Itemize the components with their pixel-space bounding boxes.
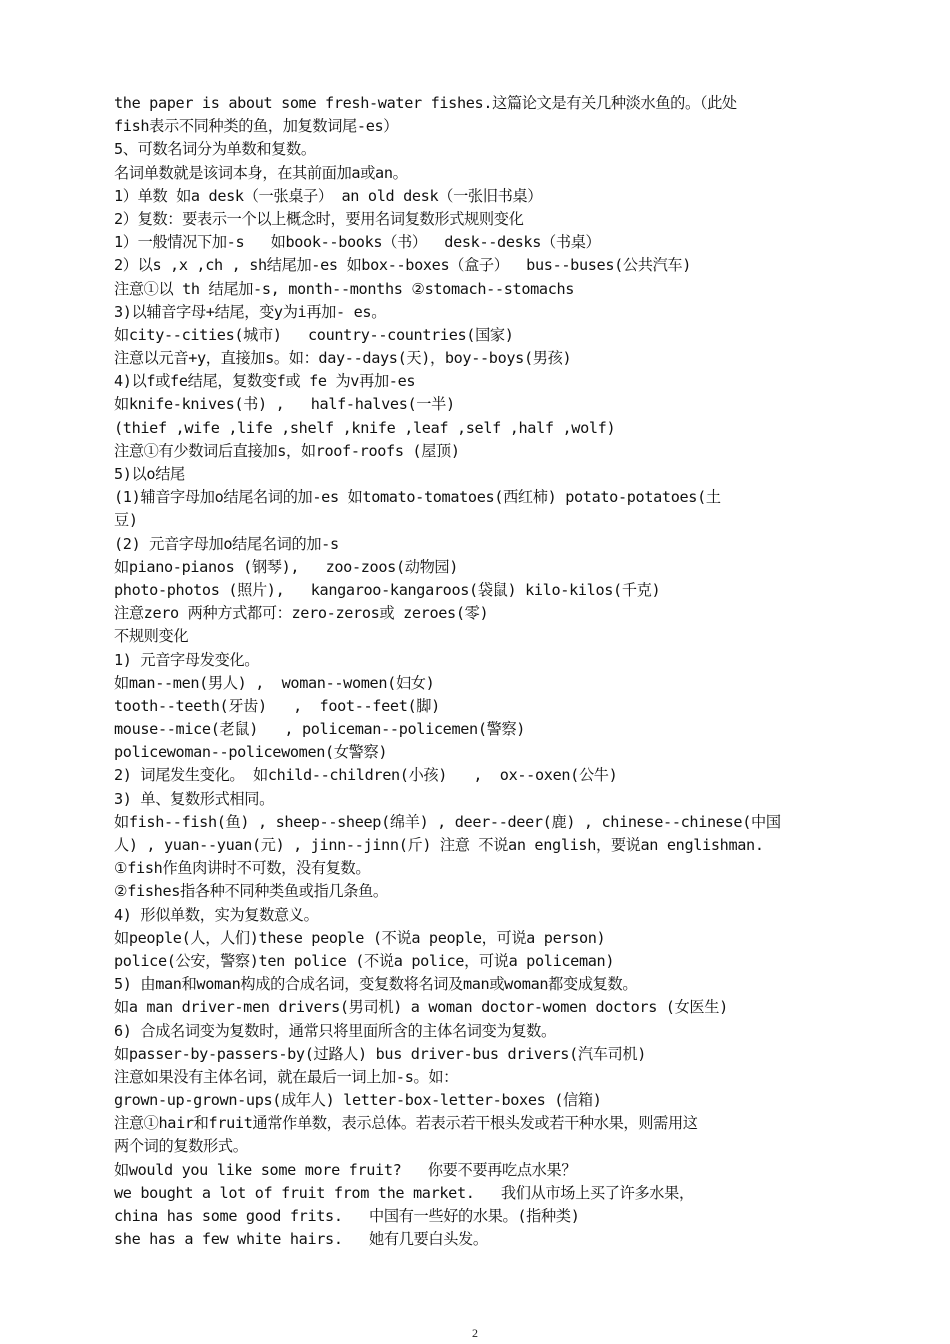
text-line: 如city--cities(城市) country--countries(国家): [114, 325, 514, 344]
text-line: 注意zero 两种方式都可：zero-zeros或 zeroes(零): [114, 604, 489, 623]
text-line: 注意①hair和fruit通常作单数，表示总体。若表示若干根头发或若干种水果，则需用这: [114, 1114, 698, 1133]
text-line: 注意①有少数词后直接加s，如roof-roofs (屋顶): [114, 441, 460, 460]
text-line: 不规则变化: [114, 627, 189, 646]
text-line: mouse--mice(老鼠) , policeman--policemen(警察): [114, 720, 526, 739]
text-line: ②fishes指各种不同种类鱼或指几条鱼。: [114, 882, 388, 901]
text-line: 2）以s ,x ,ch , sh结尾加-es 如box--boxes（盒子） bus--buses(公共汽车): [114, 256, 692, 275]
text-line: 5)以o结尾: [114, 465, 185, 483]
text-line: (thief ,wife ,life ,shelf ,knife ,leaf ,self ,half ,wolf): [114, 418, 616, 437]
text-line: 注意①以 th 结尾加-s, month--months ②stomach--stomachs: [114, 279, 575, 298]
text-line: china has some good frits. 中国有一些好的水果。(指种类): [114, 1207, 580, 1225]
text-line: 豆): [114, 511, 138, 530]
document-body: [114, 92, 866, 1251]
text-line: 如man--men(男人) , woman--women(妇女): [114, 673, 435, 692]
text-line: 2）复数：要表示一个以上概念时，要用名词复数形式规则变化: [114, 209, 524, 228]
text-line: 3)以辅音字母+结尾，变y为i再加- es。: [114, 302, 387, 321]
text-line: 2) 词尾发生变化。 如child--children(小孩) , ox--oxen(公牛): [114, 766, 618, 785]
text-line: tooth--teeth(牙齿) , foot--feet(脚): [114, 696, 440, 715]
text-line: (2) 元音字母加o结尾名词的加-s: [114, 534, 339, 553]
text-line: grown-up-grown-ups(成年人) letter-box-letter-boxes (信箱): [114, 1091, 602, 1110]
text-line: policewoman--policewomen(女警察): [114, 743, 388, 762]
text-line: 人) , yuan--yuan(元) , jinn--jinn(斤) 注意 不说an english，要说an englishman.: [114, 836, 764, 854]
text-line: 如a man driver-men drivers(男司机) a woman doctor-women doctors (女医生): [114, 998, 728, 1017]
text-line: 3) 单、复数形式相同。: [114, 789, 274, 808]
text-line: 6) 合成名词变为复数时，通常只将里面所含的主体名词变为复数。: [114, 1021, 556, 1040]
text-line: 5、可数名词分为单数和复数。: [114, 140, 316, 159]
text-line: 4) 形似单数，实为复数意义。: [114, 905, 319, 924]
text-line: 如knife-knives(书) , half-halves(一半): [114, 395, 455, 414]
text-line: 5) 由man和woman构成的合成名词，变复数将名词及man或woman都变成复数。: [114, 975, 638, 994]
text-line: 注意以元音+y，直接加s。如：day--days(天)，boy--boys(男孩): [114, 349, 572, 368]
text-line: 两个词的复数形式。: [114, 1137, 248, 1156]
text-line: ①fish作鱼肉讲时不可数，没有复数。: [114, 859, 371, 878]
text-line: 1）一般情况下加-s 如book--books（书） desk--desks（书桌）: [114, 233, 601, 252]
text-line: 1）单数 如a desk（一张桌子） an old desk（一张旧书桌）: [114, 186, 543, 205]
text-line: (1)辅音字母加o结尾名词的加-es 如tomato-tomatoes(西红柿) potato-potatoes(土: [114, 488, 721, 507]
text-line: 1) 元音字母发变化。: [114, 650, 260, 669]
page-number: 2: [472, 1326, 478, 1340]
text-line: she has a few white hairs. 她有几要白头发。: [114, 1230, 488, 1249]
text-line: 4)以f或fe结尾，复数变f或 fe 为v再加-es: [114, 372, 416, 391]
text-line: 如passer-by-passers-by(过路人) bus driver-bus drivers(汽车司机): [114, 1044, 647, 1063]
text-line: 注意如果没有主体名词，就在最后一词上加-s。如：: [114, 1067, 459, 1086]
text-line: fish表示不同种类的鱼，加复数词尾-es）: [114, 117, 399, 136]
text-line: 名词单数就是该词本身，在其前面加a或an。: [114, 163, 408, 182]
text-line: 如would you like some more fruit? 你要不要再吃点水果？: [114, 1160, 577, 1179]
text-line: the paper is about some fresh-water fishes.这篇论文是有关几种淡水鱼的。（此处: [114, 94, 737, 112]
text-line: 如people(人，人们)these people (不说a people，可说a person): [114, 928, 606, 947]
text-line: 如piano-pianos (钢琴), zoo-zoos(动物园): [114, 557, 459, 576]
text-line: we bought a lot of fruit from the market. 我们从市场上买了许多水果，: [114, 1183, 694, 1202]
text-line: photo-photos (照片), kangaroo-kangaroos(袋鼠) kilo-kilos(千克): [114, 580, 661, 599]
text-line: police(公安，警察)ten police (不说a police，可说a policeman): [114, 951, 615, 970]
text-line: 如fish--fish(鱼) , sheep--sheep(绵羊) , deer--deer(鹿) , chinese--chinese(中国: [114, 812, 781, 831]
